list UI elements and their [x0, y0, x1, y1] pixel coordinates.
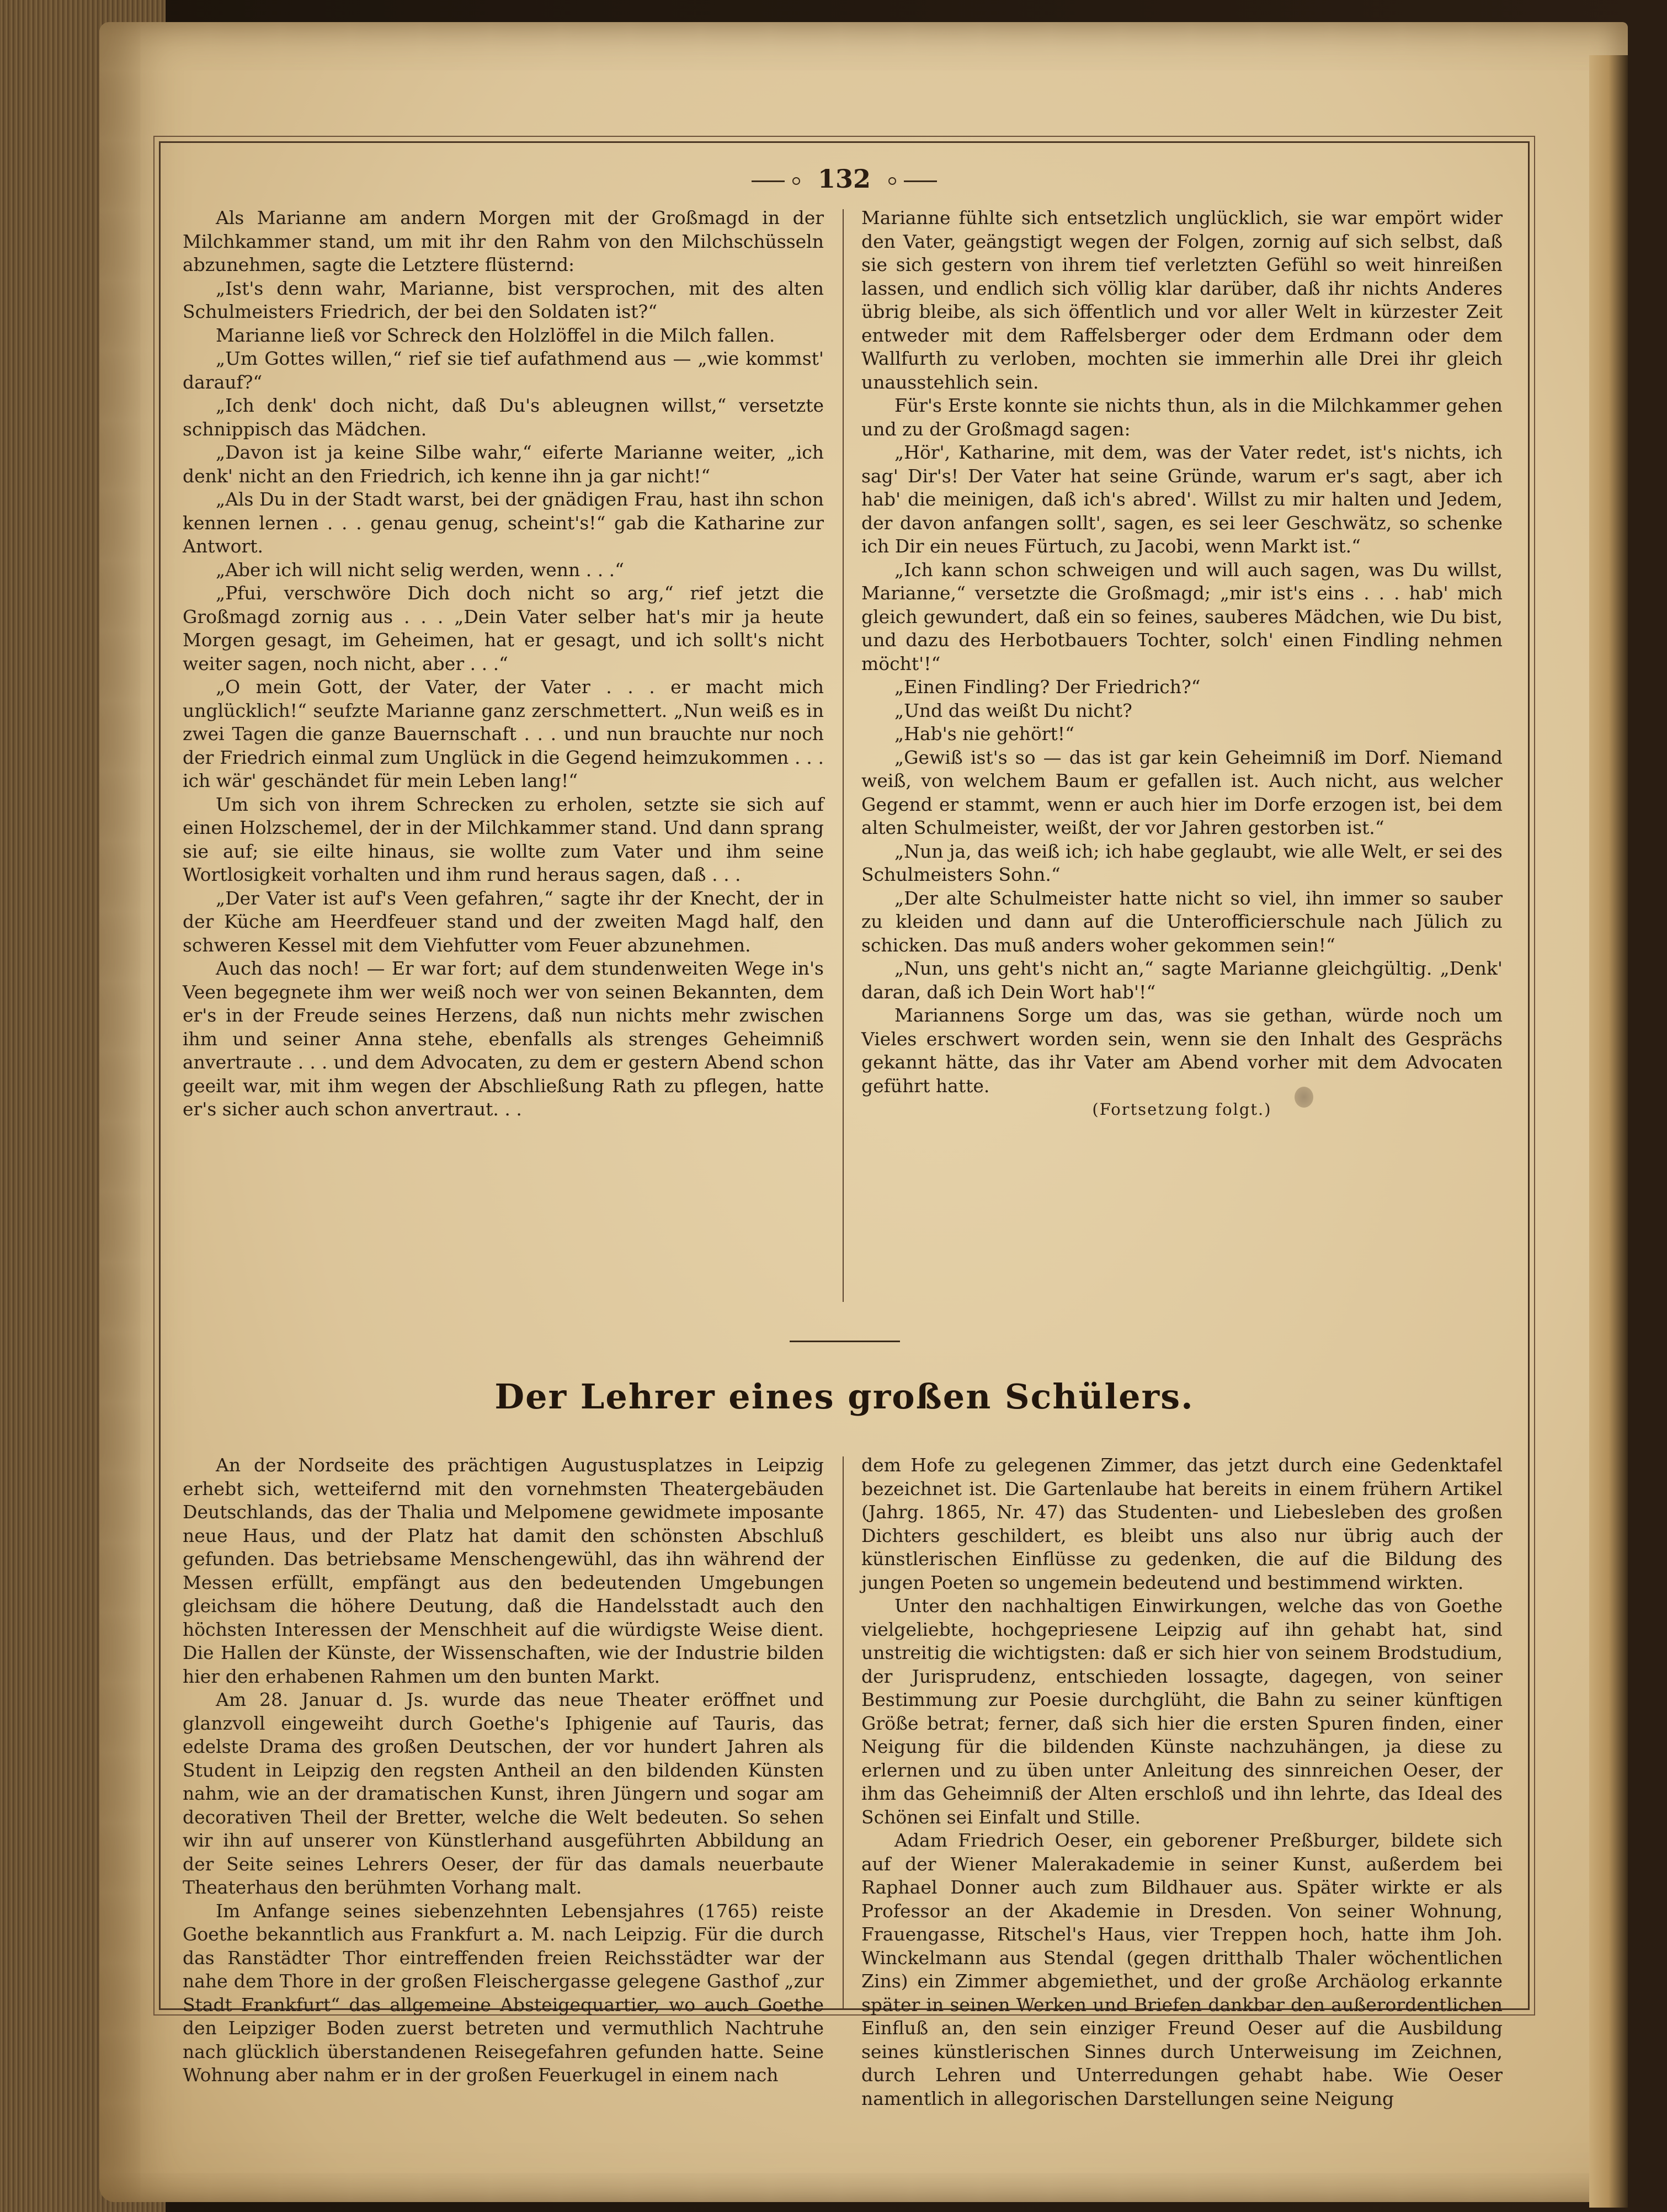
story-column-right [861, 206, 1503, 1121]
paragraph: „Einen Findling? Der Friedrich?“ [894, 676, 1201, 698]
article-title: Der Lehrer eines großen Schülers. [494, 1376, 1194, 1417]
next-page-edge [1589, 55, 1628, 2208]
paragraph: „Nun, uns geht's nicht an,“ sagte Marianne gleichgültig. „Denk' daran, daß ich Dein Wort hab'!“ [861, 958, 1503, 1003]
paragraph: „Ich kann schon schweigen und will auch sagen, was Du willst, Marianne,“ versetzte die Großmagd; „mir ist's eins . . . hab' mich gleich gewundert, daß ein so feines, sauberes Mädchen, wie Du bist, und dazu des Herbotbauers Tochter, solch' einen Findling nehmen möcht'!“ [861, 559, 1503, 674]
paragraph: „Nun ja, das weiß ich; ich habe geglaubt, wie alle Welt, er sei des Schulmeisters Sohn.“ [861, 840, 1503, 885]
paragraph: „Und das weißt Du nicht? [894, 699, 1132, 721]
paragraph: Als Marianne am andern Morgen mit der Großmagd in der Milchkammer stand, um mit ihr den Rahm von den Milchschüsseln abzunehmen, sagte die Letztere flüsternd: [183, 207, 824, 275]
paragraph: „Pfui, verschwöre Dich doch nicht so arg,“ rief jetzt die Großmagd zornig aus . . . „Dein Vater selber hat's mir ja heute Morgen gesagt, im Geheimen, hat er gesagt, und ich sollt's nicht weiter sagen, noch nicht, aber . . .“ [183, 582, 824, 674]
page-number-row [161, 164, 1528, 194]
paragraph: Marianne ließ vor Schreck den Holzlöffel in die Milch fallen. [216, 324, 775, 346]
ornament-rule-right [904, 180, 937, 182]
column-divider [843, 1456, 844, 2008]
article-column-left [183, 1454, 824, 2087]
paragraph: „Um Gottes willen,“ rief sie tief aufathmend aus — „wie kommst' darauf?“ [183, 348, 824, 393]
paragraph: „Davon ist ja keine Silbe wahr,“ eiferte Marianne weiter, „ich denk' nicht an den Friedrich, ich kenne ihn ja gar nicht!“ [183, 442, 824, 487]
ornament-dot-left [792, 177, 800, 185]
story-column-left [183, 206, 824, 1121]
paragraph: Adam Friedrich Oeser, ein geborener Preßburger, bildete sich auf der Wiener Malerakademie in seiner Kunst, außerdem bei Raphael Donner auch zum Bildhauer aus. Später wirkte er als Professor an der Akademie in Dresden. Von seiner Wohnung, Frauengasse, Ritschel's Haus, vier Treppen hoch, hatte ihm Joh. Winckelmann aus Stendal (gegen dritthalb Thaler wöchentlichen Zins) ein Zimmer abgemiethet, und der große Archäolog erkannte später in seinen Werken und Briefen dankbar den außerordentlichen Einfluß an, den sein einziger Freund Oeser auf die Ausbildung seines künstlerischen Sinnes durch Unterweisung im Zeichnen, durch Lehren und Unterredungen gehabt habe. Wie Oeser namentlich in allegorischen Darstellungen seine Neigung [861, 1830, 1503, 2109]
paragraph: „Gewiß ist's so — das ist gar kein Geheimniß im Dorf. Niemand weiß, von welchem Baum er gefallen ist. Auch nicht, aus welcher Gegend er stammt, wenn er auch hier im Dorfe erzogen ist, bei dem alten Schulmeister, weißt, der vor Jahren gestorben ist.“ [861, 746, 1503, 838]
paragraph: „Der Vater ist auf's Veen gefahren,“ sagte ihr der Knecht, der in der Küche am Heerdfeuer stand und der zweiten Magd half, den schweren Kessel mit dem Viehfutter vom Feuer abzunehmen. [183, 887, 824, 956]
paragraph: „Hör', Katharine, mit dem, was der Vater redet, ist's nichts, ich sag' Dir's! Der Vater hat seine Gründe, warum er's sagt, aber ich hab' die meinigen, daß ich's abred'. Willst zu mir halten und Jedem, der davon anfangen sollt', sagen, es sei leer Geschwätz, so schenke ich Dir ein neues Fürtuch, zu Jacobi, wenn Markt ist.“ [861, 442, 1503, 557]
section-rule [790, 1341, 900, 1342]
paragraph: Marianne fühlte sich entsetzlich unglücklich, sie war empört wider den Vater, geängstigt wegen der Folgen, zornig auf sich selbst, daß sie sich gestern von ihrem tief verletzten Gefühl so weit hinreißen lassen, und endlich sich völlig klar darüber, daß ihr nichts Anderes übrig bleibe, als sich öffentlich und vor aller Welt in kürzester Zeit entweder mit dem Raffelsberger oder dem Erdmann oder dem Wallfurth zu verloben, mochten sie immerhin alle Drei ihr gleich unausstehlich sein. [861, 207, 1503, 393]
paragraph: dem Hofe zu gelegenen Zimmer, das jetzt durch eine Gedenktafel bezeichnet ist. Die Gartenlaube hat bereits in einem frühern Artikel (Jahrg. 1865, Nr. 47) das Studenten- und Liebesleben des großen Dichters geschildert, es bleibt uns also nur übrig auch der künstlerischen Einflüsse zu gedenken, die auf die Bildung des jungen Poeten so ungemein bedeutend und bestimmend wirkten. [861, 1454, 1503, 1593]
column-divider [843, 209, 844, 1302]
paragraph: Mariannens Sorge um das, was sie gethan, würde noch um Vieles erschwert worden sein, wenn sie den Inhalt des Gesprächs gekannt hätte, das ihr Vater am Abend vorher mit dem Advocaten geführt hatte. [861, 1004, 1503, 1097]
paragraph: „O mein Gott, der Vater, der Vater . . . er macht mich unglücklich!“ seufzte Marianne ganz zerschmettert. „Nun weiß es in zwei Tagen die ganze Bauernschaft . . . und nun brauchte nur noch der Friedrich einmal zum Unglück in die Gegend heimzukommen . . . ich wär' geschändet für mein Leben lang!“ [183, 676, 824, 791]
ornament-rule-left [752, 180, 785, 182]
paragraph: „Als Du in der Stadt warst, bei der gnädigen Frau, hast ihn schon kennen lernen . . . genau genug, scheint's!“ gab die Katharine zur Antwort. [183, 488, 824, 557]
article-column-right [861, 1454, 1503, 2110]
paragraph: Am 28. Januar d. Js. wurde das neue Theater eröffnet und glanzvoll eingeweiht durch Goethe's Iphigenie auf Tauris, das edelste Drama des großen Deutschen, der vor hundert Jahren als Student in Leipzig den regsten Antheil an den bildenden Künsten nahm, wie an der dramatischen Kunst, ihren Jüngern und sogar am decorativen Theil der Bretter, welche die Welt bedeuten. So sehen wir ihn auf unserer von Künstlerhand ausgeführten Abbildung an der Seite seines Lehrers Oeser, der für das damals neuerbaute Theaterhaus den berühmten Vorhang malt. [183, 1689, 824, 1898]
continued-note: (Fortsetzung folgt.) [1092, 1100, 1272, 1119]
paragraph: „Ist's denn wahr, Marianne, bist versprochen, mit des alten Schulmeisters Friedrich, der bei den Soldaten ist?“ [183, 277, 824, 322]
paragraph: Um sich von ihrem Schrecken zu erholen, setzte sie sich auf einen Holzschemel, der in der Milchkammer stand. Und dann sprang sie auf; sie eilte hinaus, sie wollte zum Vater und ihm seine Wortlosigkeit vorhalten und ihm rund heraus sagen, daß . . . [183, 793, 824, 885]
paragraph: Für's Erste konnte sie nichts thun, als in die Milchkammer gehen und zu der Großmagd sagen: [861, 395, 1503, 440]
page-frame [159, 141, 1530, 2109]
paragraph: „Der alte Schulmeister hatte nicht so viel, ihn immer so sauber zu kleiden und dann auf die Unterofficierschule nach Jülich zu schicken. Das muß anders woher gekommen sein!“ [861, 887, 1503, 956]
paper-stain [1295, 1087, 1313, 1108]
paragraph: „Aber ich will nicht selig werden, wenn . . .“ [216, 559, 625, 581]
page-number: 132 [817, 164, 871, 194]
paragraph: Unter den nachhaltigen Einwirkungen, welche das von Goethe vielgeliebte, hochgepriesene Leipzig auf ihn gehabt hat, sind unstreitig die wichtigsten: daß er sich hier von seinem Brodstudium, der Jurisprudenz, entschieden lossagte, dagegen, von seiner Bestimmung zur Poesie durchglüht, die Bahn zu seiner künftigen Größe betrat; ferner, daß sich hier die ersten Spuren finden, einer Neigung für die bildenden Künste nachzuhängen, ja diese zu erlernen und zu üben unter Anleitung des sinnreichen Oeser, der ihm das Geheimniß der Alten erschloß und ihn lehrte, das Ideal des Schönen sei Einfalt und Stille. [861, 1595, 1503, 1828]
paragraph: „Ich denk' doch nicht, daß Du's ableugnen willst,“ versetzte schnippisch das Mädchen. [183, 395, 824, 440]
ornament-dot-right [888, 177, 896, 185]
paragraph: Auch das noch! — Er war fort; auf dem stundenweiten Wege in's Veen begegnete ihm wer weiß noch wer von seinen Bekannten, dem er's in der Freude seines Herzens, daß nun nichts mehr zwischen ihm und seiner Anna stehe, ebenfalls als strenges Geheimniß anvertraute . . . und dem Advocaten, zu dem er gestern Abend schon geeilt war, mit ihm wegen der Abschließung Rath zu pflegen, hatte er's sicher auch schon anvertraut. . . [183, 958, 824, 1120]
paragraph: Im Anfange seines siebenzehnten Lebensjahres (1765) reiste Goethe bekanntlich aus Frankfurt a. M. nach Leipzig. Für die durch das Ranstädter Thor eintreffenden freien Reichsstädter war der nahe dem Thore in der großen Fleischergasse gelegene Gasthof „zur Stadt Frankfurt“ das allgemeine Absteigequartier, wo auch Goethe den Leipziger Boden zuerst betreten und vermuthlich Nachtruhe nach glücklich überstandenen Reisegefahren gefunden hatte. Seine Wohnung aber nahm er in der großen Feuerkugel in einem nach [183, 1900, 824, 2086]
paragraph: An der Nordseite des prächtigen Augustusplatzes in Leipzig erhebt sich, wetteifernd mit den vornehmsten Theatergebäuden Deutschlands, das der Thalia und Melpomene gewidmete imposante neue Haus, und der Platz hat damit den schönsten Abschluß gefunden. Das betriebsame Menschengewühl, das ihn während der Messen erfüllt, empfängt aus den bedeutenden Umgebungen gleichsam die höhere Deutung, daß die Handelsstadt auch den höchsten Interessen der Menschheit auf die würdigste Weise dient. Die Hallen der Künste, der Wissenschaften, wie der Industrie bilden hier den erhabenen Rahmen um den bunten Markt. [183, 1454, 824, 1687]
paragraph: „Hab's nie gehört!“ [894, 723, 1074, 745]
